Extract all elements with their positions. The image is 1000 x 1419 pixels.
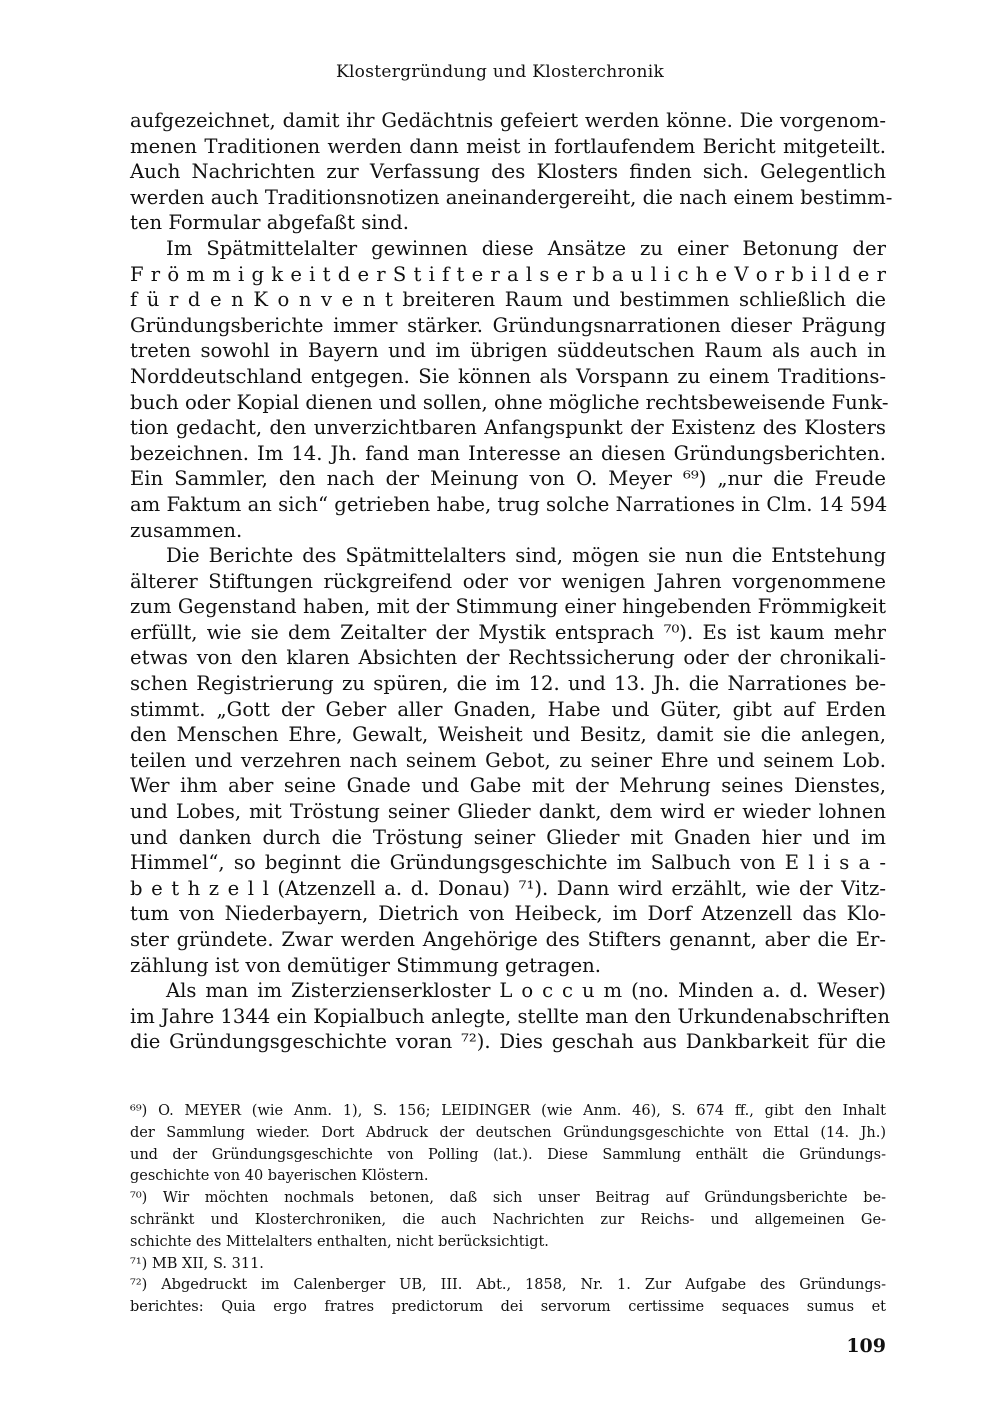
text-line: zusammen.	[130, 518, 243, 542]
text-line: stimmt. „Gott der Geber aller Gnaden, Habe und Güter, gibt auf Erden	[130, 697, 886, 721]
footnote-line: ⁷¹) MB XII, S. 311.	[130, 1255, 264, 1272]
text-line: schen Registrierung zu spüren, die im 12. und 13. Jh. die Narrationes be-	[130, 672, 886, 696]
text-line: zum Gegenstand haben, mit der Stimmung einer hingebenden Frömmigkeit	[130, 595, 886, 619]
text-line: ster gründete. Zwar werden Angehörige des Stifters genannt, aber die Er-	[130, 928, 886, 951]
footnote-line: geschichte von 40 bayerischen Klöstern.	[130, 1168, 429, 1185]
text-line: treten sowohl in Bayern und im übrigen süddeutschen Raum als auch in	[130, 339, 886, 363]
text-line: ten Formular abgefaßt sind.	[130, 211, 409, 235]
text-line: Himmel“, so beginnt die Gründungsgeschichte im Salbuch von E l i s a -	[130, 851, 886, 875]
page-number: 109	[846, 1335, 886, 1357]
footnote-line: berichtes: Quia ergo fratres predictorum dei servorum certissime sequaces sumus et	[130, 1299, 886, 1316]
running-head: Klostergründung und Klosterchronik	[335, 62, 665, 82]
text-line: den Menschen Ehre, Gewalt, Weisheit und Besitz, damit sie die anlegen,	[130, 723, 886, 747]
text-line: Die Berichte des Spätmittelalters sind, mögen sie nun die Entstehung	[166, 544, 886, 568]
text-line: Wer ihm aber seine Gnade und Gabe mit der Mehrung seines Dienstes,	[130, 774, 886, 798]
text-line: b e t h z e l l (Atzenzell a. d. Donau) ⁷¹). Dann wird erzählt, wie der Vitz-	[130, 876, 886, 900]
footnote-line: ⁷⁰) Wir möchten nochmals betonen, daß sich unser Beitrag auf Gründungsberichte be-	[130, 1190, 886, 1207]
text-line: Im Spätmittelalter gewinnen diese Ansätze zu einer Betonung der	[166, 236, 886, 260]
text-line: Auch Nachrichten zur Verfassung des Klosters finden sich. Gelegentlich	[130, 160, 886, 184]
footnotes	[130, 1101, 886, 1319]
text-line: zählung ist von demütiger Stimmung getragen.	[130, 953, 602, 977]
footnote-line: ⁶⁹) O. MEYER (wie Anm. 1), S. 156; LEIDINGER (wie Anm. 46), S. 674 ff., gibt den Inhalt	[130, 1103, 886, 1119]
text-line: und Lobes, mit Tröstung seiner Glieder dankt, dem wird er wieder lohnen	[130, 800, 886, 824]
text-line: Gründungsberichte immer stärker. Gründungsnarrationen dieser Prägung	[130, 313, 886, 337]
text-line: und danken durch die Tröstung seiner Glieder mit Gnaden hier und im	[130, 825, 886, 849]
text-line: bezeichnen. Im 14. Jh. fand man Interesse an diesen Gründungsberichten.	[130, 441, 886, 465]
text-line: tum von Niederbayern, Dietrich von Heibeck, im Dorf Atzenzell das Klo-	[130, 902, 886, 926]
text-line: werden auch Traditionsnotizen aneinandergereiht, die nach einem bestimm-	[130, 185, 893, 209]
main-text	[130, 108, 893, 1055]
text-line: F r ö m m i g k e i t d e r S t i f t e r a l s e r b a u l i c h e V o r b i l d e r	[130, 262, 886, 286]
text-line: im Jahre 1344 ein Kopialbuch anlegte, stellte man den Urkundenabschriften	[130, 1004, 890, 1028]
text-line: f ü r d e n K o n v e n t breiteren Raum und bestimmen schließlich die	[130, 288, 886, 312]
footnote-line: schichte des Mittelalters enthalten, nicht berücksichtigt.	[130, 1233, 549, 1250]
footnote-line: der Sammlung wieder. Dort Abdruck der deutschen Gründungsgeschichte von Ettal (14. Jh.)	[130, 1124, 886, 1141]
text-line: tion gedacht, den unverzichtbaren Anfangspunkt der Existenz des Klosters	[130, 416, 886, 440]
footnote-line: und der Gründungsgeschichte von Polling (lat.). Diese Sammlung enthält die Gründungs-	[130, 1146, 886, 1163]
text-line: etwas von den klaren Absichten der Rechtssicherung oder der chronikali-	[130, 646, 886, 670]
text-line: aufgezeichnet, damit ihr Gedächtnis gefeiert werden könne. Die vorgenom-	[130, 109, 886, 132]
footnote-line: ⁷²) Abgedruckt im Calenberger UB, III. Abt., 1858, Nr. 1. Zur Aufgabe des Gründungs-	[130, 1277, 886, 1294]
text-line: Als man im Zisterzienserkloster L o c c u m (no. Minden a. d. Weser)	[166, 979, 886, 1003]
text-line: teilen und verzehren nach seinem Gebot, zu seiner Ehre und seinem Lob.	[130, 748, 886, 772]
text-line: erfüllt, wie sie dem Zeitalter der Mystik entsprach ⁷⁰). Es ist kaum mehr	[130, 620, 886, 644]
text-line: Ein Sammler, den nach der Meinung von O. Meyer ⁶⁹) „nur die Freude	[130, 467, 886, 491]
text-line: menen Traditionen werden dann meist in fortlaufendem Bericht mitgeteilt.	[130, 134, 886, 158]
text-line: am Faktum an sich“ getrieben habe, trug solche Narrationes in Clm. 14 594	[130, 492, 888, 516]
footnote-line: schränkt und Klosterchroniken, die auch Nachrichten zur Reichs- und allgemeinen Ge-	[130, 1211, 886, 1228]
text-line: die Gründungsgeschichte voran ⁷²). Dies geschah aus Dankbarkeit für die	[130, 1030, 886, 1054]
text-line: Norddeutschland entgegen. Sie können als Vorspann zu einem Traditions-	[130, 364, 886, 388]
text-line: buch oder Kopial dienen und sollen, ohne mögliche rechtsbeweisende Funk-	[130, 390, 889, 414]
text-line: älterer Stiftungen rückgreifend oder vor wenigen Jahren vorgenommene	[130, 569, 886, 593]
